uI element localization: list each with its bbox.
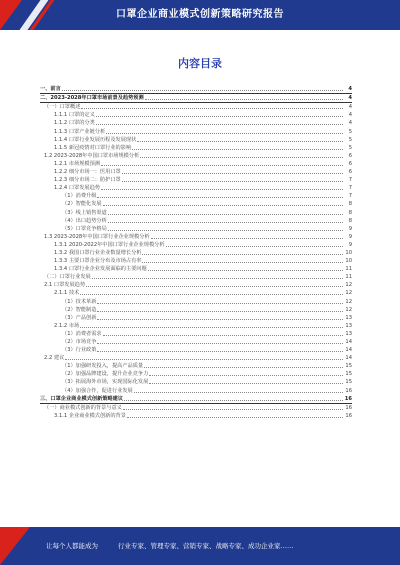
toc-entry-label: 1.1.2 口罩的分类 — [54, 120, 95, 127]
toc-entry-label: （3）行业政策 — [62, 347, 97, 354]
toc-leader-dots — [81, 108, 343, 109]
toc-entry-label: 1.1.4 口罩行业发展历程及发展现状 — [54, 136, 137, 143]
footer-banner — [0, 527, 400, 565]
toc-entry[interactable] — [40, 176, 352, 184]
toc-leader-dots — [149, 383, 343, 384]
toc-entry[interactable] — [40, 168, 352, 176]
toc-entry-label: 1.1.1 口罩的定义 — [54, 112, 95, 119]
toc-entry[interactable] — [40, 160, 352, 168]
toc-entry[interactable] — [40, 85, 352, 94]
toc-entry[interactable] — [40, 249, 352, 257]
toc-entry-label: 1.2.4 口罩发展趋势 — [54, 185, 100, 192]
toc-leader-dots — [96, 116, 343, 117]
toc-entry-label: 1.3.1 2020-2022年中国口罩行业企业规模分析 — [54, 241, 165, 248]
toc-leader-dots — [97, 319, 343, 320]
toc-leader-dots — [149, 375, 343, 376]
toc-entry[interactable] — [40, 289, 352, 297]
toc-entry-page: 15 — [345, 371, 352, 378]
toc-entry[interactable] — [40, 412, 352, 420]
toc-entry-label: 1.1.3 口罩产业链分析 — [54, 128, 106, 135]
toc-entry-page: 6 — [348, 160, 352, 167]
toc-entry[interactable] — [40, 281, 352, 289]
toc-leader-dots — [62, 90, 343, 91]
toc-entry-page: 4 — [348, 104, 352, 111]
toc-entry-page: 15 — [345, 363, 352, 370]
toc-entry-label: （1）技术革新 — [62, 298, 97, 305]
toc-entry[interactable] — [40, 265, 352, 273]
toc-entry-label: 1.2.3 细分市场二：防护口罩 — [54, 177, 121, 184]
toc-entry[interactable] — [40, 144, 352, 152]
toc-entry-label: （一）口罩概述 — [44, 104, 81, 111]
toc-entry-label: 3.1.1 企业商业模式创新的背景 — [54, 412, 126, 419]
toc-entry-page: 4 — [348, 112, 352, 119]
toc-entry-page: 12 — [345, 282, 352, 289]
toc-leader-dots — [108, 230, 343, 231]
toc-entry-label: （5）口罩竞争格局 — [62, 225, 107, 232]
toc-leader-dots — [92, 278, 343, 279]
toc-entry[interactable] — [40, 233, 352, 241]
toc-leader-dots — [80, 327, 343, 328]
footer-slogan — [46, 527, 294, 565]
footer-slogan-right: 行业专家、管理专家、营销专家、战略专家、成功企业家…… — [118, 542, 294, 550]
toc-entry-label: （1）消费者需求 — [62, 330, 102, 337]
toc-entry[interactable] — [40, 306, 352, 314]
toc-entry-page: 7 — [348, 185, 352, 192]
toc-entry[interactable] — [40, 322, 352, 330]
toc-entry[interactable] — [40, 241, 352, 249]
toc-entry[interactable] — [40, 297, 352, 305]
toc-leader-dots — [151, 238, 343, 239]
toc-leader-dots — [124, 400, 343, 401]
toc-entry-label: （3）拓展海外市场，实现国际化发展 — [62, 379, 149, 386]
toc-leader-dots — [101, 165, 343, 166]
toc-entry-label: （4）加强合作，促进行业发展 — [62, 387, 133, 394]
toc-entry[interactable] — [40, 257, 352, 265]
toc-entry-label: （1）加强研发投入，提高产品质量 — [62, 363, 144, 370]
toc-entry-label: 1.1.5 新冠疫情对口罩行业的影响 — [54, 144, 132, 151]
toc-leader-dots — [97, 351, 343, 352]
toc-leader-dots — [123, 409, 343, 410]
toc-entry-label: （1）消费升级 — [62, 193, 97, 200]
toc-leader-dots — [108, 222, 343, 223]
toc-leader-dots — [122, 181, 343, 182]
toc-entry-page: 8 — [348, 201, 352, 208]
footer-red-accent — [0, 527, 30, 565]
toc-entry-page: 4 — [348, 95, 352, 102]
toc-entry-label: 1.3.3 主要口罩企业分布及市场占有率 — [54, 258, 142, 265]
toc-entry[interactable] — [40, 378, 352, 386]
toc-entry-label: 1.2.1 市场规模预测 — [54, 160, 100, 167]
toc-entry-page: 10 — [345, 258, 352, 265]
toc-leader-dots — [97, 303, 343, 304]
toc-entry-page: 8 — [348, 209, 352, 216]
toc-entry-page: 12 — [345, 306, 352, 313]
toc-entry-label: 二、2023-2028年口罩市场前景及趋势预测 — [40, 95, 144, 102]
toc-entry-label: （2）加强品牌建设，提升企业竞争力 — [62, 371, 149, 378]
toc-entry-page: 5 — [348, 144, 352, 151]
toc-entry[interactable] — [40, 136, 352, 144]
toc-leader-dots — [108, 214, 343, 215]
toc-entry-page: 14 — [345, 339, 352, 345]
toc-entry-page: 12 — [345, 298, 352, 305]
toc-entry[interactable] — [40, 192, 352, 200]
toc-entry-page: 15 — [345, 379, 352, 386]
toc-entry-page: 7 — [348, 177, 352, 184]
toc-entry-label: 一、前言 — [40, 86, 61, 93]
toc-entry[interactable] — [40, 386, 352, 394]
toc-leader-dots — [137, 141, 343, 142]
toc-leader-dots — [103, 335, 343, 336]
toc-heading: 内容目录 — [178, 57, 222, 70]
toc-leader-dots — [132, 149, 343, 150]
toc-entry-label: 1.3.4 口罩行业企业发展面临的主要问题 — [54, 266, 147, 273]
toc-entry-page: 16 — [345, 412, 352, 419]
toc-entry-page: 13 — [345, 314, 352, 321]
toc-entry-label: （2）智能化发展 — [62, 201, 102, 208]
toc-entry-page: 16 — [345, 404, 352, 411]
toc-leader-dots — [148, 270, 343, 271]
toc-entry-page: 9 — [348, 233, 352, 240]
toc-leader-dots — [97, 197, 343, 198]
toc-leader-dots — [166, 246, 343, 247]
toc-leader-dots — [142, 262, 343, 263]
toc-leader-dots — [142, 254, 343, 255]
toc-entry-page: 8 — [348, 217, 352, 224]
toc-entry-label: 1.2.2 细分市场一：医用口罩 — [54, 169, 121, 176]
toc-entry[interactable] — [40, 338, 352, 346]
toc-entry[interactable] — [40, 354, 352, 362]
toc-entry[interactable] — [40, 208, 352, 216]
toc-leader-dots — [97, 311, 343, 312]
toc-entry-page: 11 — [345, 274, 352, 281]
toc-entry[interactable] — [40, 200, 352, 208]
toc-entry-label: 2.1.2 市场 — [54, 322, 80, 329]
toc-entry-label: （3）产品创新 — [62, 314, 97, 321]
toc-entry-label: 1.2 2023-2028年中国口罩市场规模分析 — [44, 152, 140, 159]
toc-entry-page: 13 — [345, 330, 352, 337]
toc-entry[interactable] — [40, 127, 352, 135]
toc-entry-label: 1.3 2023-2028年中国口罩行业企业规模分析 — [44, 233, 150, 240]
toc-entry-page: 6 — [348, 152, 352, 159]
toc-entry[interactable] — [40, 395, 352, 404]
toc-entry-page: 6 — [348, 169, 352, 176]
toc-entry[interactable] — [40, 314, 352, 322]
toc-leader-dots — [134, 392, 343, 393]
toc-entry-page: 5 — [348, 136, 352, 143]
toc-entry[interactable] — [40, 273, 352, 281]
toc-entry-label: 2.1 口罩发展趋势 — [44, 282, 86, 289]
report-title: 口罩企业商业模式创新策略研究报告 — [116, 9, 284, 20]
table-of-contents — [40, 85, 352, 420]
toc-entry-page: 14 — [345, 355, 352, 362]
toc-entry-label: 1.3.2 我国口罩行业企业数量增长分析 — [54, 249, 142, 256]
toc-leader-dots — [145, 99, 343, 100]
toc-entry[interactable] — [40, 103, 352, 111]
toc-leader-dots — [122, 173, 343, 174]
toc-entry-page: 11 — [345, 266, 352, 273]
toc-entry-page: 5 — [348, 128, 352, 135]
toc-entry-label: （一）商业模式创新的背景与意义 — [44, 404, 122, 411]
toc-entry[interactable] — [40, 152, 352, 160]
toc-entry-page: 9 — [348, 241, 352, 248]
toc-leader-dots — [65, 359, 343, 360]
toc-entry-page: 7 — [348, 193, 352, 200]
toc-leader-dots — [140, 157, 343, 158]
toc-entry-label: 2.2 建议 — [44, 355, 65, 362]
toc-entry-label: （4）出口趋势分析 — [62, 217, 107, 224]
toc-entry[interactable] — [40, 225, 352, 233]
toc-leader-dots — [103, 205, 343, 206]
toc-entry[interactable] — [40, 370, 352, 378]
toc-leader-dots — [86, 286, 343, 287]
toc-leader-dots — [96, 124, 343, 125]
toc-leader-dots — [144, 367, 343, 368]
toc-entry[interactable] — [40, 362, 352, 370]
toc-entry-page: 10 — [345, 249, 352, 256]
toc-leader-dots — [127, 417, 343, 418]
toc-entry-page: 4 — [348, 86, 352, 93]
toc-entry-label: 2.1.1 技术 — [54, 290, 80, 297]
toc-entry[interactable] — [40, 346, 352, 354]
toc-entry-label: （2）市场竞争 — [62, 339, 97, 345]
toc-entry[interactable] — [40, 119, 352, 127]
toc-entry-label: （二）口罩行业发展 — [44, 274, 91, 281]
toc-entry-label: （2）智能制造 — [62, 306, 97, 313]
toc-entry[interactable] — [40, 330, 352, 338]
toc-entry[interactable] — [40, 94, 352, 103]
toc-leader-dots — [97, 343, 343, 344]
toc-entry-page: 9 — [348, 225, 352, 232]
toc-entry[interactable] — [40, 217, 352, 225]
toc-entry-page: 4 — [348, 120, 352, 127]
toc-entry[interactable] — [40, 404, 352, 412]
toc-leader-dots — [101, 189, 343, 190]
toc-entry-page: 16 — [345, 387, 352, 394]
toc-entry[interactable] — [40, 184, 352, 192]
toc-entry-label: 三、口罩企业商业模式创新策略建议 — [40, 395, 124, 402]
toc-entry-page: 12 — [345, 290, 352, 297]
toc-leader-dots — [80, 294, 343, 295]
toc-entry[interactable] — [40, 111, 352, 119]
toc-leader-dots — [106, 133, 343, 134]
toc-entry-page: 14 — [345, 347, 352, 354]
toc-entry-label: （3）线上销售渠道 — [62, 209, 107, 216]
footer-slogan-left: 让每个人都能成为 — [46, 542, 98, 550]
toc-entry-page: 13 — [345, 322, 352, 329]
toc-entry-page: 16 — [344, 395, 352, 402]
header-banner — [0, 0, 400, 30]
